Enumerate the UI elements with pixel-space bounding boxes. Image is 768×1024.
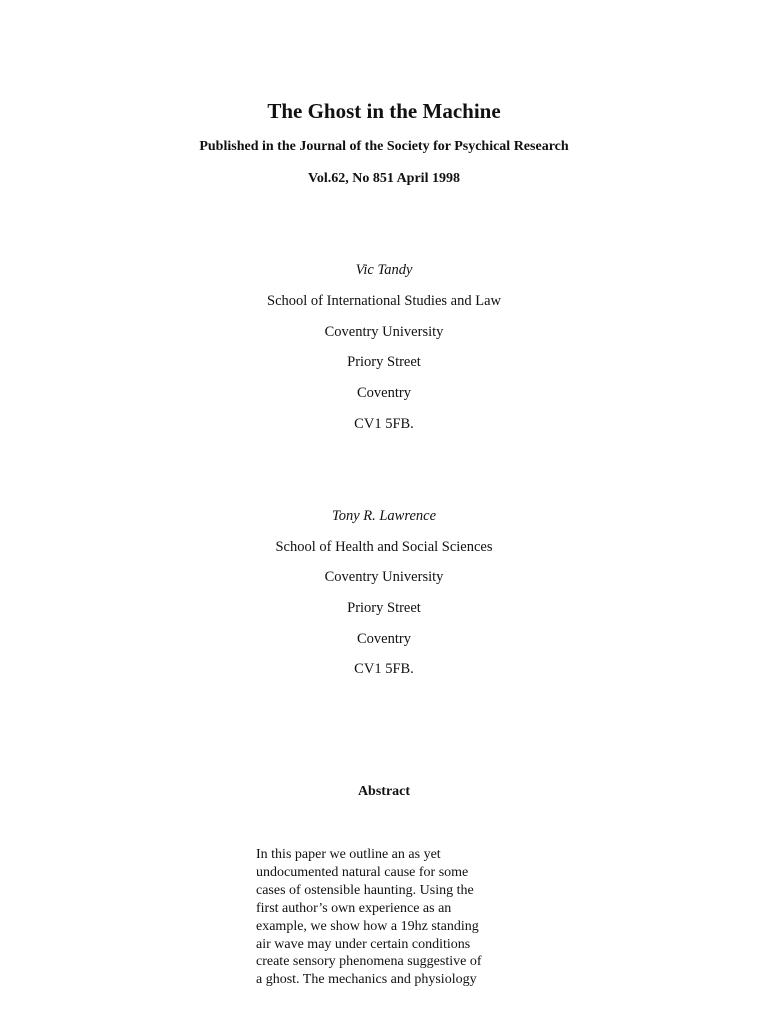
author-street: Priory Street bbox=[347, 354, 421, 370]
author-postcode: CV1 5FB. bbox=[354, 661, 414, 677]
volume-line: Vol.62, No 851 April 1998 bbox=[308, 171, 460, 186]
author-name: Tony R. Lawrence bbox=[331, 508, 437, 524]
abstract-line: a ghost. The mechanics and physiology bbox=[256, 972, 477, 988]
publication-line: Published in the Journal of the Society for Psychical Research bbox=[199, 139, 569, 154]
abstract-line: air wave may under certain conditions bbox=[256, 936, 471, 952]
author-department: School of Health and Social Sciences bbox=[275, 539, 493, 555]
abstract-line: first author’s own experience as an bbox=[256, 900, 452, 916]
author-city: Coventry bbox=[357, 631, 411, 647]
author-department: School of International Studies and Law bbox=[267, 293, 501, 309]
abstract-heading: Abstract bbox=[357, 784, 411, 799]
abstract-line: In this paper we outline an as yet bbox=[256, 847, 441, 862]
paper-title: The Ghost in the Machine bbox=[267, 99, 501, 123]
author-university: Coventry University bbox=[324, 569, 444, 585]
author-street: Priory Street bbox=[347, 600, 421, 616]
author-city: Coventry bbox=[357, 385, 411, 401]
author-postcode: CV1 5FB. bbox=[354, 416, 414, 432]
abstract-line: undocumented natural cause for some bbox=[256, 864, 469, 880]
abstract-line: cases of ostensible haunting. Using the bbox=[256, 882, 474, 898]
abstract-line: create sensory phenomena suggestive of bbox=[256, 954, 482, 970]
abstract-body bbox=[256, 846, 518, 989]
author-name: Vic Tandy bbox=[355, 262, 413, 278]
author-university: Coventry University bbox=[324, 324, 444, 340]
abstract-line: example, we show how a 19hz standing bbox=[256, 918, 479, 934]
